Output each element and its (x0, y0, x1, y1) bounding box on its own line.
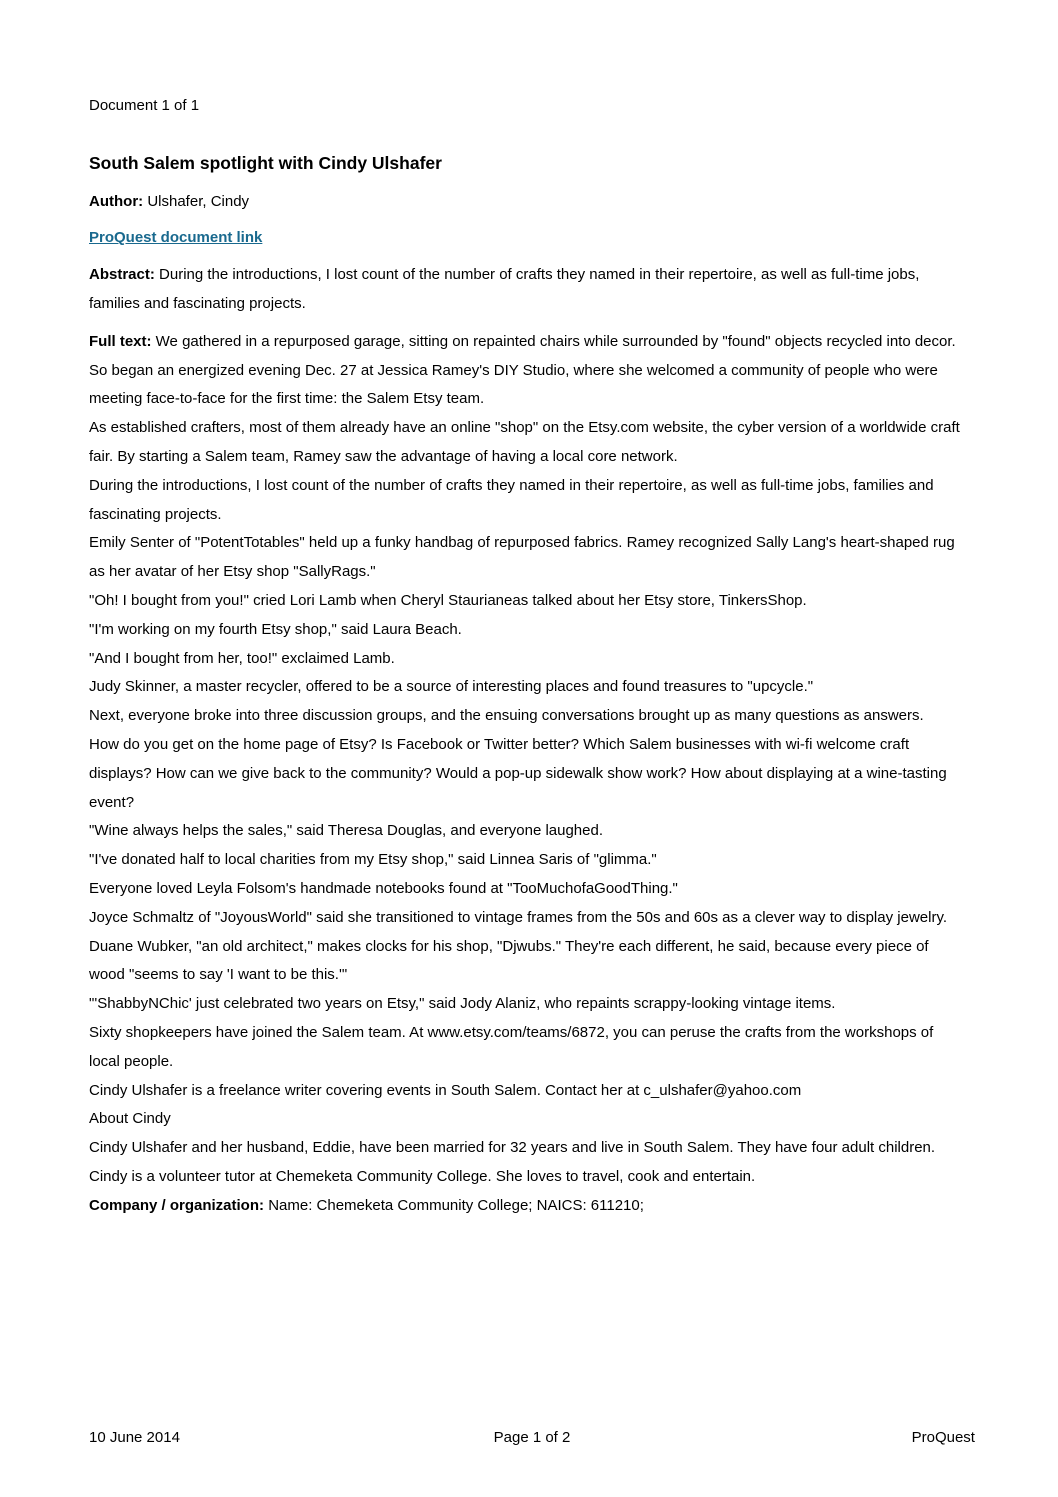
full-text-paragraph: During the introductions, I lost count of the number of crafts they named in their repertoire, as well as full-time jobs, families and fascinating projects. (89, 476, 934, 523)
company-label: Company / organization: (89, 1196, 265, 1214)
full-text-intro (89, 328, 967, 357)
full-text-paragraph: As established crafters, most of them already have an online "shop" on the Etsy.com website, the cyber version of a worldwide craft fair. By starting a Salem team, Ramey saw the advantage of having a local core network. (89, 419, 960, 465)
document-content (89, 92, 967, 1220)
full-text-paragraph: Duane Wubker, "an old architect," makes clocks for his shop, "Djwubs." They're each different, he said, because every piece of wood "seems to say 'I want to be this.'" (89, 937, 929, 984)
full-text-section (89, 328, 967, 1192)
full-text-paragraph: Sixty shopkeepers have joined the Salem team. At www.etsy.com/teams/6872, you can peruse the crafts from the workshops of local people. (89, 1023, 934, 1070)
full-text-paragraph: "I'm working on my fourth Etsy shop," said Laura Beach. (89, 620, 462, 638)
full-text-paragraph: "I've donated half to local charities from my Etsy shop," said Linnea Saris of "glimma." (89, 851, 657, 869)
full-text-paragraph: Next, everyone broke into three discussion groups, and the ensuing conversations brought up as many questions as answers. (89, 707, 924, 725)
document-title: South Salem spotlight with Cindy Ulshafer (89, 152, 442, 173)
footer-date: 10 June 2014 (89, 1429, 180, 1446)
abstract-paragraph (89, 261, 967, 319)
page-footer (89, 1428, 975, 1448)
document-count: Document 1 of 1 (89, 97, 200, 114)
proquest-document-link[interactable]: ProQuest document link (89, 229, 263, 247)
full-text-paragraph: "And I bought from her, too!" exclaimed Lamb. (89, 649, 395, 667)
company-value: Name: Chemeketa Community College; NAICS: 611210; (268, 1196, 644, 1214)
full-text-paragraph: How do you get on the home page of Etsy? Is Facebook or Twitter better? Which Salem businesses with wi-fi welcome craft displays? How can we give back to the community? Would a pop-up sidewalk show work? How about displaying at a wine-tasting event? (89, 735, 947, 811)
full-text-paragraph: Cindy Ulshafer and her husband, Eddie, have been married for 32 years and live in South Salem. They have four adult children. Cindy is a volunteer tutor at Chemeketa Community College. She loves to travel, cook and entertain. (89, 1139, 936, 1185)
full-text-paragraph: Emily Senter of "PotentTotables" held up a funky handbag of repurposed fabrics. Ramey recognized Sally Lang's heart-shaped rug as her avatar of her Etsy shop "SallyRags." (89, 534, 955, 581)
full-text-paragraph: "Wine always helps the sales," said Theresa Douglas, and everyone laughed. (89, 822, 604, 840)
full-text-paragraph: "Oh! I bought from you!" cried Lori Lamb when Cheryl Staurianeas talked about her Etsy store, TinkersShop. (89, 591, 807, 609)
author-line (89, 188, 967, 217)
author-value: Ulshafer, Cindy (147, 192, 250, 210)
footer-brand: ProQuest (911, 1429, 975, 1446)
author-label: Author: (89, 192, 144, 210)
full-text-paragraph: Judy Skinner, a master recycler, offered to be a source of interesting places and found treasures to "upcycle." (89, 678, 814, 696)
footer-page-number: Page 1 of 2 (493, 1429, 571, 1446)
full-text-paragraph: Joyce Schmaltz of "JoyousWorld" said she transitioned to vintage frames from the 50s and 60s as a clever way to display jewelry. (89, 908, 947, 926)
abstract-label: Abstract: (89, 266, 155, 284)
abstract-text: During the introductions, I lost count of the number of crafts they named in their repertoire, as well as full-time jobs, families and fascinating projects. (89, 266, 920, 312)
full-text-paragraph: Cindy Ulshafer is a freelance writer covering events in South Salem. Contact her at c_ulshafer@yahoo.com (89, 1081, 802, 1099)
company-line (89, 1192, 967, 1221)
full-text-paragraph: About Cindy (89, 1110, 171, 1128)
full-text-label: Full text: (89, 332, 152, 350)
full-text-paragraph: "'ShabbyNChic' just celebrated two years on Etsy," said Jody Alaniz, who repaints scrappy-looking vintage items. (89, 995, 836, 1013)
full-text-intro-text: We gathered in a repurposed garage, sitting on repainted chairs while surrounded by "found" objects recycled into decor. (155, 332, 956, 350)
full-text-paragraph: Everyone loved Leyla Folsom's handmade notebooks found at "TooMuchofaGoodThing." (89, 879, 678, 897)
full-text-paragraphs (89, 357, 967, 1192)
full-text-paragraph: So began an energized evening Dec. 27 at Jessica Ramey's DIY Studio, where she welcomed a community of people who were meeting face-to-face for the first time: the Salem Etsy team. (89, 361, 938, 408)
